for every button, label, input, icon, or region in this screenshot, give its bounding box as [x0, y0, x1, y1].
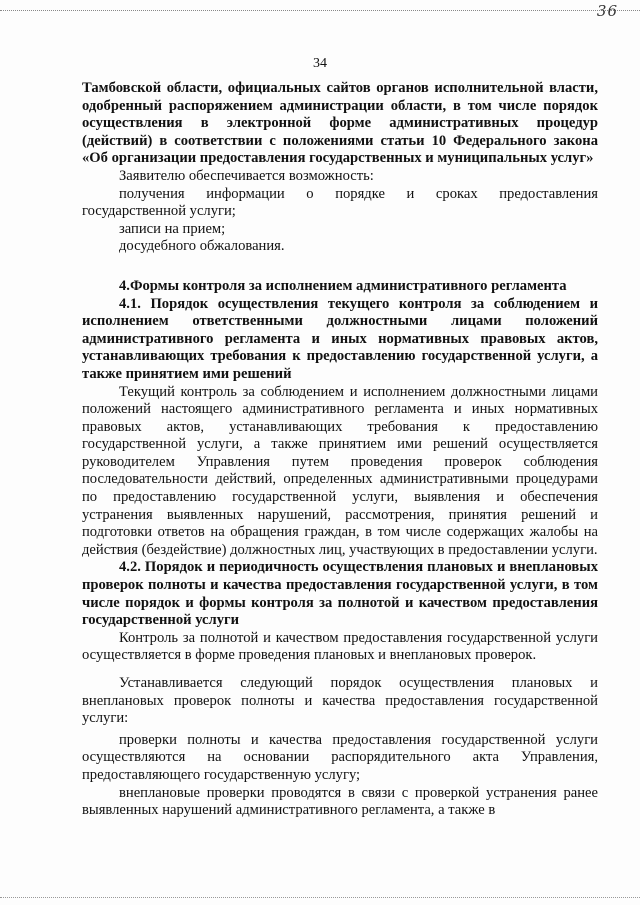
list-item-appeal: досудебного обжалования. — [119, 238, 285, 255]
paragraph-inspection-order: Устанавливается следующий порядок осуществления плановых и внеплановых проверок полноты и качества предоставления государственной услуги: — [82, 675, 598, 727]
page-number: 34 — [313, 56, 327, 71]
paragraph-quality-control: Контроль за полнотой и качеством предоставления государственной услуги осуществляется в форме проведения плановых и внеплановых проверок. — [82, 629, 598, 664]
paragraph-current-control: Текущий контроль за соблюдением и исполнением должностными лицами положений настоящего административного регламента и иных нормативных правовых актов, устанавливающих требования к предоставлению государственной услуги, а также принятием ими решений осуществляется руководителем Управления путем проведения проверок соблюдения последовательности действий, определенных административными процедурами по предоставлению государственной услуги, выявления и обеспечения устранения выявленных нарушений, рассмотрения, принятия решений и подготовки ответов на обращения граждан, в том числе содержащих жалобы на действия (бездействие) должностных лиц, участвующих в предоставлении услуги. — [82, 383, 598, 558]
scan-bottom-line — [0, 897, 640, 899]
paragraph-planned-inspections: проверки полноты и качества предоставления государственной услуги осуществляются на основании распорядительного акта Управления, предоставляющего государственную услугу; — [82, 731, 598, 783]
paragraph-continuation: Тамбовской области, официальных сайтов органов исполнительной власти, одобренный распоряжением администрации области, в том числе порядок осуществления в электронной форме административных процедур (действий) в соответствии с положениями статьи 10 Федерального закона «Об организации предоставления государственных и муниципальных услуг» — [82, 80, 598, 167]
list-item-appointment: записи на прием; — [119, 220, 226, 237]
handwritten-sheet-number: 36 — [596, 2, 618, 20]
document-body — [82, 80, 598, 820]
subsection-heading-4-1: 4.1. Порядок осуществления текущего контроля за соблюдением и исполнением ответственными должностными лицами положений административного регламента и иных нормативных правовых актов, устанавливающих требования к предоставлению государственной услуги, а также принятием ими решений — [82, 295, 598, 382]
subsection-heading-4-2: 4.2. Порядок и периодичность осуществления плановых и внеплановых проверок полноты и качества предоставления государственной услуги, в том числе порядок и формы контроля за полнотой и качеством предоставления государственной услуги — [82, 559, 598, 629]
list-item-info: получения информации о порядке и сроках предоставления государственной услуги; — [82, 185, 598, 220]
paragraph-applicant-options: Заявителю обеспечивается возможность: — [119, 167, 374, 184]
spacer — [82, 256, 598, 278]
scan-top-line — [0, 10, 640, 12]
section-heading-4: 4.Формы контроля за исполнением административного регламента — [119, 277, 567, 294]
paragraph-unplanned-inspections: внеплановые проверки проводятся в связи с проверкой устранения ранее выявленных нарушений административного регламента, а также в — [82, 784, 598, 819]
